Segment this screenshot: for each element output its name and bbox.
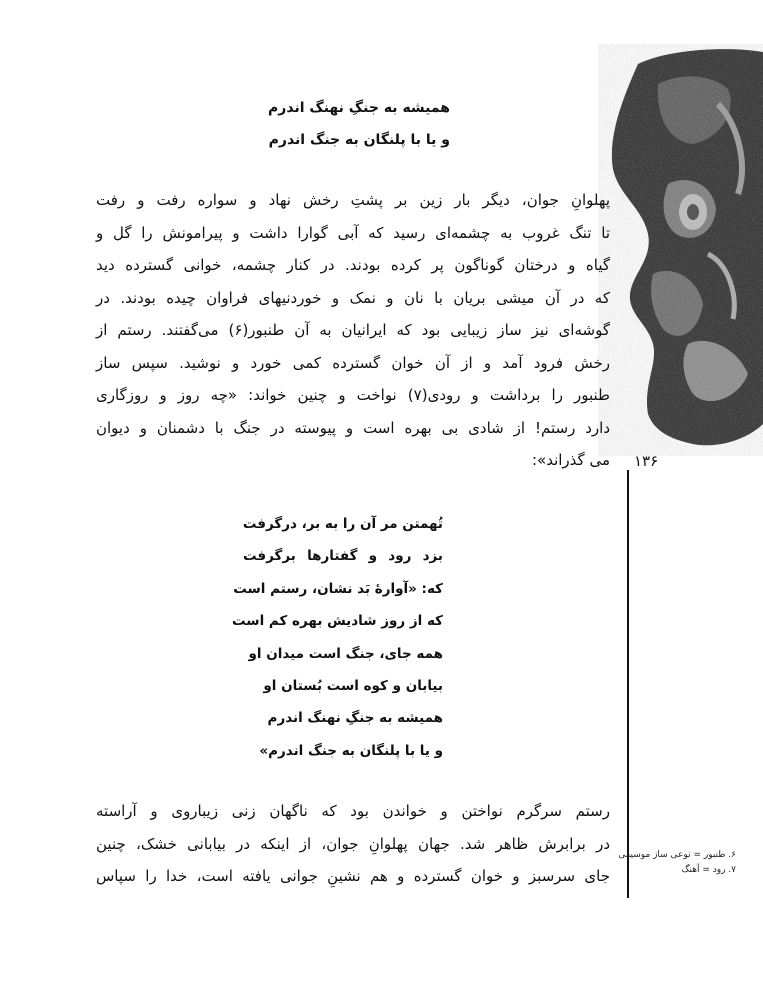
paragraph-line: تا تنگ غروب به چشمه‌ای رسید که آبی گوارا داشت و پیرامونش را گل و [96,223,610,242]
poem-line: همه جای، جنگ است میدان او [248,645,443,662]
poem-line: و یا با پلنگان به جنگ اندرم» [259,742,443,759]
footnote: ۶. طنبور = نوعی ساز موسیقی [618,850,736,860]
poem-line: همیشه به جنگِ نهنگ اندرم [267,710,443,727]
paragraph-line: دارد رستم! از شادی بی بهره است و پیوسته در جنگ با دشمنان و دیوان [96,418,610,437]
paragraph-line: پهلوانِ جوان، دیگر بار زین بر پشتِ رخش نهاد و سواره رفت و رفت [96,191,610,209]
heading-line: همیشه به جنگِ نهنگ اندرم [268,100,450,116]
footnotes [618,848,736,878]
page-number: ۱۳۶ [634,452,659,470]
poem-line: تُهمتن مر آن را به بر، درگرفت [242,516,443,532]
heading-couplet [250,92,450,156]
paragraph-line: که در آن میشی بریان با نان و نمک و خوردنیهای فراوان چیده بودند. در [96,288,610,307]
paragraph-2 [96,795,610,893]
paragraph-line: می گذراند»: [531,451,610,469]
poem-line: که: «آوارهٔ بَد نشان، رستم است [233,580,443,597]
footnote: ۷. رود = آهنگ [681,865,736,875]
paragraph-line: گوشه‌ای نیز ساز زیبایی بود که ایرانیان به آن طنبور(۶) می‌گفتند. رستم از [96,321,610,339]
margin-rule-divider [627,470,629,898]
heading-line: و یا با پلنگان به جنگ اندرم [268,132,450,148]
poem-line: بیابان و کوه است بُستان او [263,678,443,695]
decorative-artifact-image [598,44,763,456]
paragraph-line: طنبور را برداشت و رودی(۷) نواخت و چنین خواند: «چه روز و روزگاری [96,386,610,404]
poem-line: که از روز شادیش بهره کم است [232,613,443,630]
paragraph-line: در برابرش ظاهر شد. جهان پهلوانِ جوان، از اینکه در بیابانی خشک، چنین [96,834,610,853]
paragraph-1 [96,184,610,477]
poem-line: بزد رود و گفتارها برگرفت [243,548,443,565]
poem-block [232,508,443,767]
paragraph-line: جای سرسبز و خوان گسترده و هم نشینِ جوانی یافته است، خدا را سپاس [96,867,610,885]
paragraph-line: رستم سرگرم نواختن و خواندن بود که ناگهان زنی زیباروی و آراسته [96,802,610,820]
paragraph-line: گیاه و درختان گوناگون پر کرده بودند. در کنار چشمه، خوانی گسترده دید [96,256,610,274]
paragraph-line: رخش فرود آمد و از آن خوان گسترده کمی خورد و نوشید. سپس ساز [96,353,610,372]
